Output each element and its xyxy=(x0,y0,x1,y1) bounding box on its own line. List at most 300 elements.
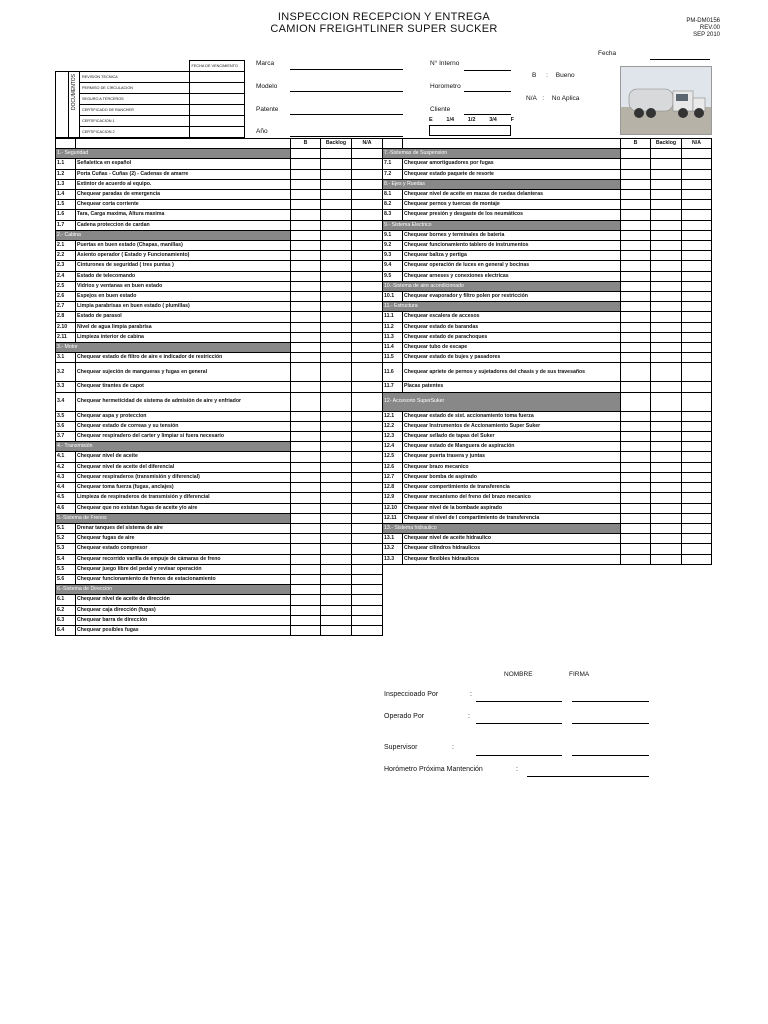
check-na-cell[interactable] xyxy=(352,261,383,271)
checklist-row xyxy=(56,462,383,472)
check-b-cell[interactable] xyxy=(621,332,651,342)
check-na-cell[interactable] xyxy=(352,241,383,251)
check-backlog-cell[interactable] xyxy=(321,493,352,503)
check-b-cell[interactable] xyxy=(291,322,321,332)
check-b-cell[interactable] xyxy=(291,281,321,291)
check-backlog-cell[interactable] xyxy=(321,544,352,554)
check-backlog-cell[interactable] xyxy=(321,503,352,513)
check-backlog-cell[interactable] xyxy=(321,392,352,411)
check-na-cell[interactable] xyxy=(682,452,712,462)
item-number: 6.2 xyxy=(56,605,76,615)
check-backlog-cell[interactable] xyxy=(651,534,682,544)
check-na-cell[interactable] xyxy=(682,472,712,482)
check-backlog-cell[interactable] xyxy=(321,322,352,332)
check-b-cell[interactable] xyxy=(621,363,651,382)
check-backlog-cell[interactable] xyxy=(321,605,352,615)
check-backlog-cell[interactable] xyxy=(321,472,352,482)
check-na-cell[interactable] xyxy=(352,564,383,574)
check-na-cell[interactable] xyxy=(682,200,712,210)
check-b-cell[interactable] xyxy=(621,382,651,392)
check-backlog-cell[interactable] xyxy=(321,452,352,462)
legend-b-code: B xyxy=(532,72,537,79)
check-na-cell[interactable] xyxy=(352,605,383,615)
check-na-cell[interactable] xyxy=(682,411,712,421)
check-b-cell[interactable] xyxy=(291,574,321,584)
check-backlog-cell[interactable] xyxy=(321,332,352,342)
check-na-cell[interactable] xyxy=(352,462,383,472)
check-na-cell[interactable] xyxy=(352,190,383,200)
check-na-cell[interactable] xyxy=(682,421,712,431)
inspeccionado-colon: : xyxy=(470,691,472,698)
check-backlog-cell[interactable] xyxy=(321,421,352,431)
check-b-cell[interactable] xyxy=(621,544,651,554)
check-b-cell[interactable] xyxy=(621,169,651,179)
checklist-row xyxy=(383,452,712,462)
section-header-row xyxy=(56,585,383,595)
check-b-cell[interactable] xyxy=(291,353,321,363)
item-description: Chequear compertimiento de transferencia xyxy=(403,483,621,493)
section-title: 8.- Ejes y Ruedas xyxy=(383,179,621,189)
check-backlog-cell[interactable] xyxy=(321,483,352,493)
item-number: 9.5 xyxy=(383,271,403,281)
check-na-cell[interactable] xyxy=(352,169,383,179)
check-na-cell[interactable] xyxy=(682,544,712,554)
check-b-cell[interactable] xyxy=(291,411,321,421)
supervisor-nombre-field[interactable] xyxy=(476,755,562,756)
item-number: 12.4 xyxy=(383,442,403,452)
check-backlog-cell[interactable] xyxy=(651,421,682,431)
check-na-cell[interactable] xyxy=(682,432,712,442)
check-backlog-cell[interactable] xyxy=(651,363,682,382)
check-na-cell[interactable] xyxy=(682,159,712,169)
check-backlog-cell[interactable] xyxy=(651,312,682,322)
check-backlog-cell[interactable] xyxy=(651,169,682,179)
check-b-cell[interactable] xyxy=(621,343,651,353)
check-b-cell[interactable] xyxy=(291,483,321,493)
check-b-cell[interactable] xyxy=(291,432,321,442)
check-na-cell[interactable] xyxy=(352,200,383,210)
supervisor-colon: : xyxy=(452,744,454,751)
check-na-cell[interactable] xyxy=(682,261,712,271)
check-na-cell[interactable] xyxy=(352,210,383,220)
section-blank-cell xyxy=(621,281,651,291)
check-na-cell[interactable] xyxy=(352,493,383,503)
check-b-cell[interactable] xyxy=(621,493,651,503)
check-b-cell[interactable] xyxy=(291,615,321,625)
checklist-row xyxy=(383,432,712,442)
section-header-row xyxy=(56,513,383,523)
check-na-cell[interactable] xyxy=(682,251,712,261)
check-b-cell[interactable] xyxy=(621,261,651,271)
checklist-row xyxy=(56,483,383,493)
check-b-cell[interactable] xyxy=(291,544,321,554)
check-na-cell[interactable] xyxy=(682,312,712,322)
check-b-cell[interactable] xyxy=(621,292,651,302)
check-backlog-cell[interactable] xyxy=(651,554,682,564)
check-na-cell[interactable] xyxy=(352,353,383,363)
check-b-cell[interactable] xyxy=(291,251,321,261)
marca-field[interactable] xyxy=(290,69,403,70)
check-backlog-cell[interactable] xyxy=(651,343,682,353)
check-na-cell[interactable] xyxy=(682,513,712,523)
check-na-cell[interactable] xyxy=(682,442,712,452)
check-na-cell[interactable] xyxy=(352,503,383,513)
item-number: 3.3 xyxy=(56,382,76,392)
check-b-cell[interactable] xyxy=(291,271,321,281)
checklist-row xyxy=(56,605,383,615)
section-blank-cell xyxy=(321,442,352,452)
checklist-row xyxy=(56,179,383,189)
check-backlog-cell[interactable] xyxy=(651,503,682,513)
check-backlog-cell[interactable] xyxy=(321,534,352,544)
check-na-cell[interactable] xyxy=(682,210,712,220)
check-backlog-cell[interactable] xyxy=(651,544,682,554)
check-backlog-cell[interactable] xyxy=(651,190,682,200)
check-na-cell[interactable] xyxy=(682,332,712,342)
item-description: Chequear sujeción de mangueras y fugas en general xyxy=(76,363,291,382)
check-b-cell[interactable] xyxy=(291,503,321,513)
check-backlog-cell[interactable] xyxy=(321,251,352,261)
check-b-cell[interactable] xyxy=(291,523,321,533)
horometro-field[interactable] xyxy=(464,91,511,92)
check-backlog-cell[interactable] xyxy=(321,554,352,564)
check-backlog-cell[interactable] xyxy=(651,411,682,421)
check-b-cell[interactable] xyxy=(621,462,651,472)
check-na-cell[interactable] xyxy=(352,302,383,312)
check-b-cell[interactable] xyxy=(291,312,321,322)
check-backlog-cell[interactable] xyxy=(321,179,352,189)
check-na-cell[interactable] xyxy=(682,230,712,240)
check-b-cell[interactable] xyxy=(291,534,321,544)
check-b-cell[interactable] xyxy=(291,332,321,342)
check-b-cell[interactable] xyxy=(291,241,321,251)
check-na-cell[interactable] xyxy=(352,382,383,392)
check-b-cell[interactable] xyxy=(291,472,321,482)
check-na-cell[interactable] xyxy=(682,353,712,363)
item-number: 5.6 xyxy=(56,574,76,584)
check-na-cell[interactable] xyxy=(682,343,712,353)
item-number: 9.1 xyxy=(383,230,403,240)
check-backlog-cell[interactable] xyxy=(321,271,352,281)
checklist-row xyxy=(56,281,383,291)
check-b-cell[interactable] xyxy=(291,554,321,564)
check-backlog-cell[interactable] xyxy=(651,159,682,169)
supervisor-firma-field[interactable] xyxy=(572,755,649,756)
item-description: Chequear pernos y tuercas de montaje xyxy=(403,200,621,210)
section-header-row xyxy=(56,442,383,452)
check-b-cell[interactable] xyxy=(621,251,651,261)
check-backlog-cell[interactable] xyxy=(651,271,682,281)
checklist-row xyxy=(56,169,383,179)
check-backlog-cell[interactable] xyxy=(321,595,352,605)
check-backlog-cell[interactable] xyxy=(321,210,352,220)
check-b-cell[interactable] xyxy=(621,190,651,200)
check-na-cell[interactable] xyxy=(352,332,383,342)
doc-expiry-cell[interactable] xyxy=(189,127,244,138)
item-number: 2.8 xyxy=(56,312,76,322)
check-na-cell[interactable] xyxy=(352,452,383,462)
check-backlog-cell[interactable] xyxy=(321,190,352,200)
legend-b-text: Bueno xyxy=(555,72,575,79)
check-backlog-cell[interactable] xyxy=(321,432,352,442)
check-b-cell[interactable] xyxy=(291,564,321,574)
check-backlog-cell[interactable] xyxy=(321,220,352,230)
check-b-cell[interactable] xyxy=(621,483,651,493)
check-backlog-cell[interactable] xyxy=(321,261,352,271)
checklist-row xyxy=(383,159,712,169)
check-na-cell[interactable] xyxy=(682,462,712,472)
check-backlog-cell[interactable] xyxy=(651,432,682,442)
check-backlog-cell[interactable] xyxy=(651,261,682,271)
check-b-cell[interactable] xyxy=(291,605,321,615)
check-na-cell[interactable] xyxy=(682,322,712,332)
section-blank-cell xyxy=(291,230,321,240)
item-description: Chequear presión y desgaste de los neumáticos xyxy=(403,210,621,220)
check-na-cell[interactable] xyxy=(682,483,712,493)
check-backlog-cell[interactable] xyxy=(651,442,682,452)
item-number: 13.2 xyxy=(383,544,403,554)
check-na-cell[interactable] xyxy=(682,241,712,251)
check-b-cell[interactable] xyxy=(291,169,321,179)
item-number: 6.4 xyxy=(56,625,76,635)
item-description: Tara, Carga maxima, Altura maxima xyxy=(76,210,291,220)
doc-expiry-cell[interactable] xyxy=(189,72,244,83)
doc-expiry-cell[interactable] xyxy=(189,94,244,105)
check-na-cell[interactable] xyxy=(352,421,383,431)
item-number: 8.1 xyxy=(383,190,403,200)
check-b-cell[interactable] xyxy=(621,210,651,220)
check-backlog-cell[interactable] xyxy=(651,382,682,392)
col-b-header: B xyxy=(621,139,651,149)
check-b-cell[interactable] xyxy=(621,503,651,513)
checklist-row xyxy=(56,159,383,169)
section-blank-cell xyxy=(682,392,712,411)
check-b-cell[interactable] xyxy=(621,513,651,523)
check-backlog-cell[interactable] xyxy=(321,574,352,584)
check-na-cell[interactable] xyxy=(352,534,383,544)
check-b-cell[interactable] xyxy=(291,382,321,392)
modelo-field[interactable] xyxy=(290,91,403,92)
check-backlog-cell[interactable] xyxy=(321,169,352,179)
check-backlog-cell[interactable] xyxy=(321,159,352,169)
check-na-cell[interactable] xyxy=(352,292,383,302)
section-blank-cell xyxy=(682,523,712,533)
horometro-mantencion-field[interactable] xyxy=(527,776,649,777)
check-na-cell[interactable] xyxy=(682,503,712,513)
checklist-row xyxy=(56,523,383,533)
item-description: Chequear nivel de aceite del diferencial xyxy=(76,462,291,472)
check-b-cell[interactable] xyxy=(621,159,651,169)
check-na-cell[interactable] xyxy=(352,363,383,382)
check-backlog-cell[interactable] xyxy=(321,615,352,625)
check-b-cell[interactable] xyxy=(621,442,651,452)
section-header-row xyxy=(383,523,712,533)
check-b-cell[interactable] xyxy=(291,261,321,271)
check-backlog-cell[interactable] xyxy=(321,411,352,421)
check-b-cell[interactable] xyxy=(621,411,651,421)
document-revision: REV.00 xyxy=(699,25,720,31)
check-backlog-cell[interactable] xyxy=(651,210,682,220)
check-na-cell[interactable] xyxy=(352,411,383,421)
check-b-cell[interactable] xyxy=(621,241,651,251)
check-backlog-cell[interactable] xyxy=(651,462,682,472)
check-na-cell[interactable] xyxy=(352,322,383,332)
check-b-cell[interactable] xyxy=(291,190,321,200)
check-na-cell[interactable] xyxy=(352,595,383,605)
check-b-cell[interactable] xyxy=(291,625,321,635)
check-b-cell[interactable] xyxy=(621,271,651,281)
check-na-cell[interactable] xyxy=(352,251,383,261)
check-na-cell[interactable] xyxy=(352,220,383,230)
check-b-cell[interactable] xyxy=(291,292,321,302)
item-number: 1.7 xyxy=(56,220,76,230)
check-b-cell[interactable] xyxy=(621,472,651,482)
check-backlog-cell[interactable] xyxy=(321,462,352,472)
check-na-cell[interactable] xyxy=(352,159,383,169)
check-b-cell[interactable] xyxy=(291,595,321,605)
check-backlog-cell[interactable] xyxy=(651,332,682,342)
fecha-field[interactable] xyxy=(650,59,710,60)
check-b-cell[interactable] xyxy=(621,554,651,564)
check-b-cell[interactable] xyxy=(621,353,651,363)
item-number: 2.5 xyxy=(56,281,76,291)
check-b-cell[interactable] xyxy=(621,432,651,442)
doc-expiry-cell[interactable] xyxy=(189,105,244,116)
check-b-cell[interactable] xyxy=(291,220,321,230)
checklist-row xyxy=(383,200,712,210)
check-backlog-cell[interactable] xyxy=(651,483,682,493)
check-b-cell[interactable] xyxy=(621,322,651,332)
doc-expiry-cell[interactable] xyxy=(189,83,244,94)
item-number: 4.1 xyxy=(56,452,76,462)
check-backlog-cell[interactable] xyxy=(651,452,682,462)
check-na-cell[interactable] xyxy=(682,169,712,179)
check-na-cell[interactable] xyxy=(682,493,712,503)
check-backlog-cell[interactable] xyxy=(321,625,352,635)
check-b-cell[interactable] xyxy=(291,452,321,462)
item-number: 7.1 xyxy=(383,159,403,169)
check-b-cell[interactable] xyxy=(291,462,321,472)
check-na-cell[interactable] xyxy=(682,363,712,382)
check-na-cell[interactable] xyxy=(682,271,712,281)
supervisor-label: Supervisor xyxy=(384,744,418,751)
item-number: 3.4 xyxy=(56,392,76,411)
check-b-cell[interactable] xyxy=(291,421,321,431)
patente-field[interactable] xyxy=(290,114,403,115)
check-backlog-cell[interactable] xyxy=(651,513,682,523)
check-backlog-cell[interactable] xyxy=(321,382,352,392)
check-b-cell[interactable] xyxy=(291,302,321,312)
check-backlog-cell[interactable] xyxy=(321,241,352,251)
check-backlog-cell[interactable] xyxy=(321,312,352,322)
check-b-cell[interactable] xyxy=(621,312,651,322)
check-b-cell[interactable] xyxy=(291,159,321,169)
inspeccionado-firma-field[interactable] xyxy=(572,701,649,702)
check-na-cell[interactable] xyxy=(682,190,712,200)
check-backlog-cell[interactable] xyxy=(651,493,682,503)
check-b-cell[interactable] xyxy=(291,179,321,189)
check-backlog-cell[interactable] xyxy=(321,292,352,302)
check-na-cell[interactable] xyxy=(682,554,712,564)
check-b-cell[interactable] xyxy=(621,452,651,462)
section-blank-cell xyxy=(352,343,383,353)
item-number: 8.2 xyxy=(383,200,403,210)
check-na-cell[interactable] xyxy=(352,472,383,482)
check-backlog-cell[interactable] xyxy=(321,523,352,533)
check-na-cell[interactable] xyxy=(352,483,383,493)
check-backlog-cell[interactable] xyxy=(321,302,352,312)
check-na-cell[interactable] xyxy=(352,179,383,189)
interno-field[interactable] xyxy=(464,70,511,71)
section-header-row xyxy=(383,220,712,230)
check-b-cell[interactable] xyxy=(621,421,651,431)
fuel-level-box[interactable] xyxy=(429,125,511,136)
check-backlog-cell[interactable] xyxy=(651,251,682,261)
check-b-cell[interactable] xyxy=(621,230,651,240)
item-description: Chequear estado paquete de resorte xyxy=(403,169,621,179)
check-b-cell[interactable] xyxy=(291,392,321,411)
check-na-cell[interactable] xyxy=(352,312,383,322)
check-backlog-cell[interactable] xyxy=(651,472,682,482)
inspeccionado-nombre-field[interactable] xyxy=(476,701,562,702)
check-backlog-cell[interactable] xyxy=(321,200,352,210)
check-backlog-cell[interactable] xyxy=(321,353,352,363)
check-b-cell[interactable] xyxy=(621,534,651,544)
item-number: 2.4 xyxy=(56,271,76,281)
check-b-cell[interactable] xyxy=(291,210,321,220)
section-header-row xyxy=(383,281,712,291)
checklist-row xyxy=(383,421,712,431)
check-backlog-cell[interactable] xyxy=(321,564,352,574)
check-b-cell[interactable] xyxy=(621,200,651,210)
check-backlog-cell[interactable] xyxy=(651,230,682,240)
check-na-cell[interactable] xyxy=(352,625,383,635)
documentos-label: DOCUMENTOS xyxy=(71,73,77,110)
section-blank-cell xyxy=(651,392,682,411)
check-backlog-cell[interactable] xyxy=(651,241,682,251)
check-na-cell[interactable] xyxy=(352,432,383,442)
check-na-cell[interactable] xyxy=(352,392,383,411)
check-na-cell[interactable] xyxy=(682,292,712,302)
operado-nombre-field[interactable] xyxy=(476,723,562,724)
check-backlog-cell[interactable] xyxy=(321,363,352,382)
check-na-cell[interactable] xyxy=(352,544,383,554)
doc-expiry-cell[interactable] xyxy=(189,116,244,127)
check-b-cell[interactable] xyxy=(291,493,321,503)
check-na-cell[interactable] xyxy=(682,534,712,544)
check-na-cell[interactable] xyxy=(352,615,383,625)
check-na-cell[interactable] xyxy=(352,281,383,291)
check-backlog-cell[interactable] xyxy=(651,200,682,210)
check-backlog-cell[interactable] xyxy=(651,353,682,363)
check-backlog-cell[interactable] xyxy=(321,281,352,291)
check-b-cell[interactable] xyxy=(291,200,321,210)
check-na-cell[interactable] xyxy=(352,523,383,533)
check-na-cell[interactable] xyxy=(352,554,383,564)
cliente-field[interactable] xyxy=(464,114,511,115)
check-backlog-cell[interactable] xyxy=(651,292,682,302)
item-number: 5.5 xyxy=(56,564,76,574)
check-na-cell[interactable] xyxy=(352,271,383,281)
fuel-mark: 1/2 xyxy=(467,117,476,123)
check-backlog-cell[interactable] xyxy=(651,322,682,332)
anio-field[interactable] xyxy=(290,136,403,137)
checklist-row xyxy=(383,343,712,353)
check-na-cell[interactable] xyxy=(682,382,712,392)
operado-firma-field[interactable] xyxy=(572,723,649,724)
check-na-cell[interactable] xyxy=(352,574,383,584)
check-b-cell[interactable] xyxy=(291,363,321,382)
